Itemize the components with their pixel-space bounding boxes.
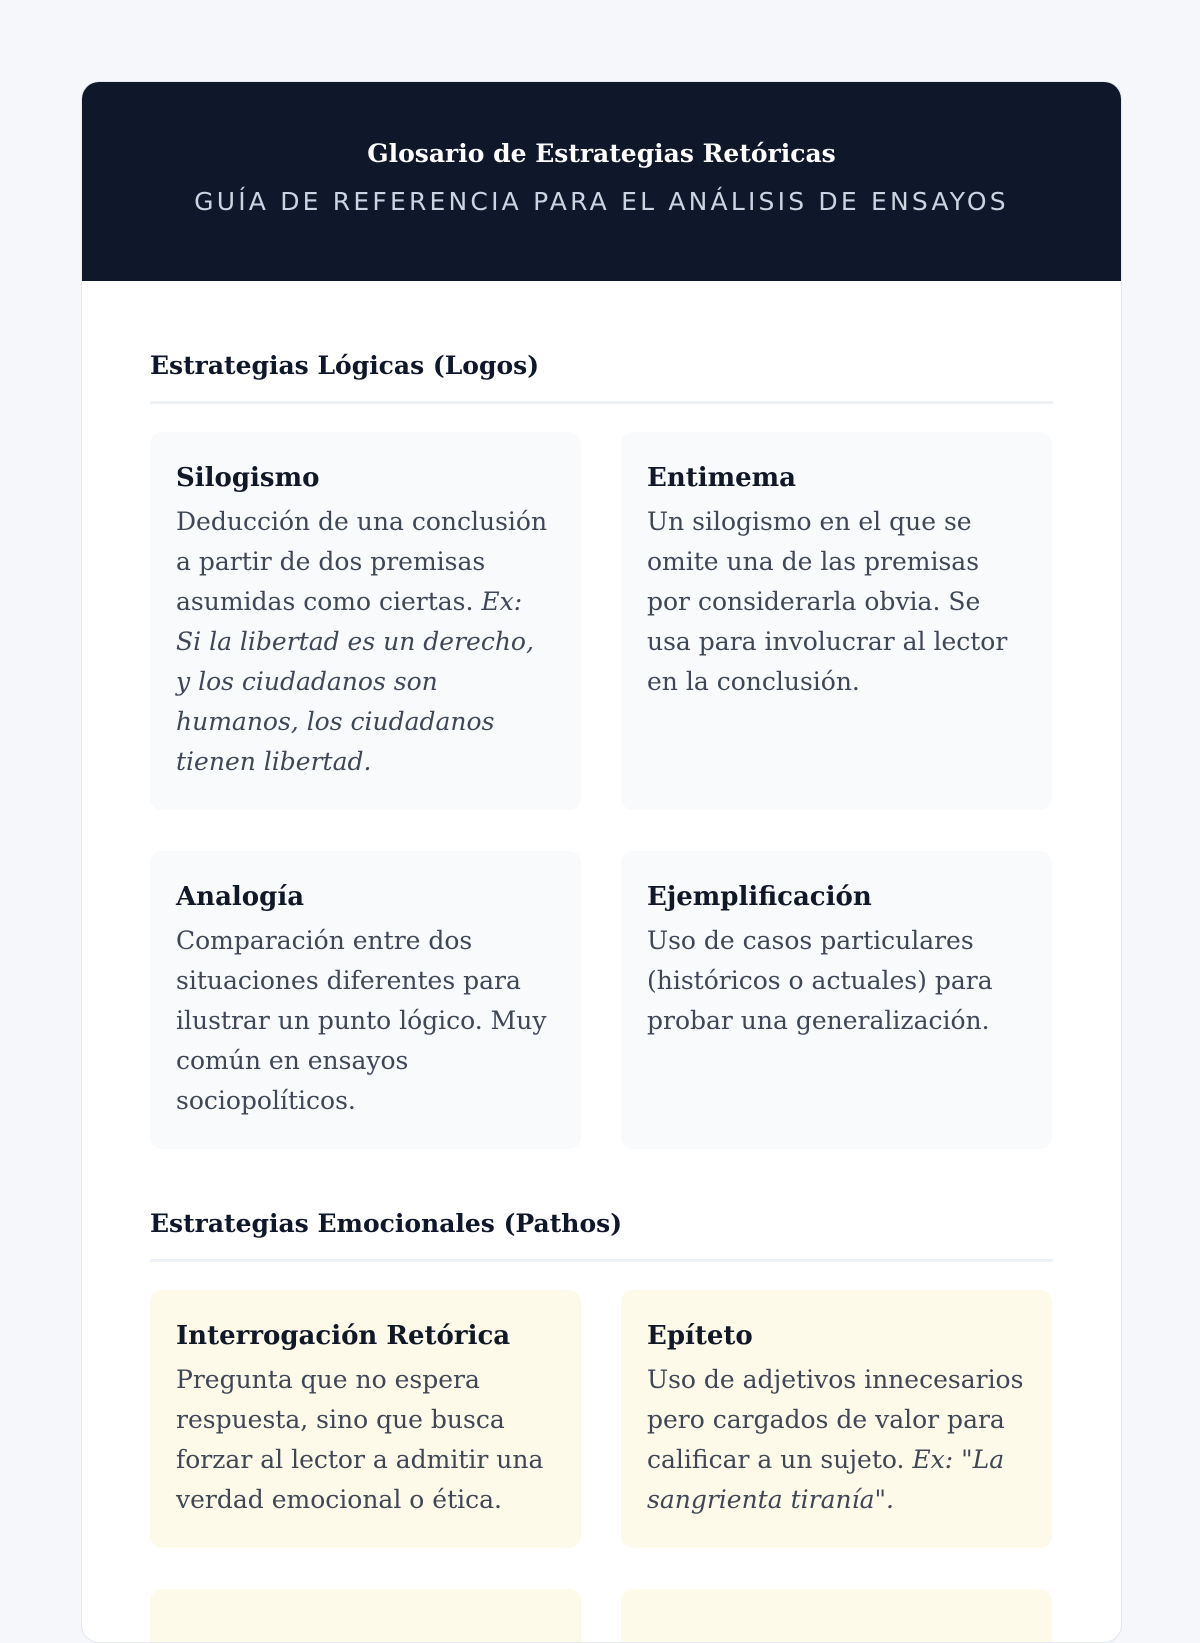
term-definition bbox=[176, 502, 555, 782]
term-example: Ex: "La sangrienta tiranía". bbox=[647, 1445, 1005, 1514]
term-definition: Uso de casos particulares (históricos o actuales) para probar una generalización. bbox=[647, 926, 993, 1035]
term-example: Ex: Si la libertad es un derecho, y los ciudadanos son humanos, los ciudadanos tienen libertad. bbox=[176, 587, 534, 776]
logos-grid bbox=[150, 432, 1053, 1149]
term-name: Entimema bbox=[647, 463, 797, 493]
term-card-ejemplificacion bbox=[621, 851, 1052, 1149]
term-card-analogia bbox=[150, 851, 581, 1149]
term-definition: Comparación entre dos situaciones diferentes para ilustrar un punto lógico. Muy común en ensayos sociopolíticos. bbox=[176, 926, 547, 1115]
section-title-logos: Estrategias Lógicas (Logos) bbox=[150, 349, 1053, 404]
term-definition: Un silogismo en el que se omite una de las premisas por considerarla obvia. Se usa para involucrar al lector en la conclusión. bbox=[647, 507, 1008, 696]
glossary-content bbox=[82, 349, 1121, 1643]
term-card-partial bbox=[150, 1589, 581, 1643]
term-card-silogismo bbox=[150, 432, 581, 810]
page-title: Glosario de Estrategias Retóricas bbox=[367, 139, 836, 168]
definition-text: Uso de adjetivos innecesarios pero cargados de valor para calificar a un sujeto. bbox=[647, 1365, 1024, 1474]
glossary-card bbox=[81, 81, 1122, 1643]
section-title-pathos: Estrategias Emocionales (Pathos) bbox=[150, 1207, 1053, 1262]
term-name: Ejemplificación bbox=[647, 882, 872, 912]
page-subtitle: GUÍA DE REFERENCIA PARA EL ANÁLISIS DE ENSAYOS bbox=[194, 187, 1009, 216]
term-name: Analogía bbox=[176, 882, 305, 912]
term-card-epiteto bbox=[621, 1290, 1052, 1548]
definition-text: Deducción de una conclusión a partir de dos premisas asumidas como ciertas. bbox=[176, 507, 548, 616]
term-name: Epíteto bbox=[647, 1321, 753, 1351]
glossary-header bbox=[82, 82, 1121, 281]
term-name: Interrogación Retórica bbox=[176, 1321, 511, 1351]
term-card-interrogacion-retorica bbox=[150, 1290, 581, 1548]
term-definition bbox=[647, 1360, 1026, 1520]
term-name: Silogismo bbox=[176, 463, 320, 493]
term-card-entimema bbox=[621, 432, 1052, 810]
pathos-grid bbox=[150, 1290, 1053, 1643]
term-definition: Pregunta que no espera respuesta, sino que busca forzar al lector a admitir una verdad emocional o ética. bbox=[176, 1365, 544, 1514]
term-card-partial bbox=[621, 1589, 1052, 1643]
